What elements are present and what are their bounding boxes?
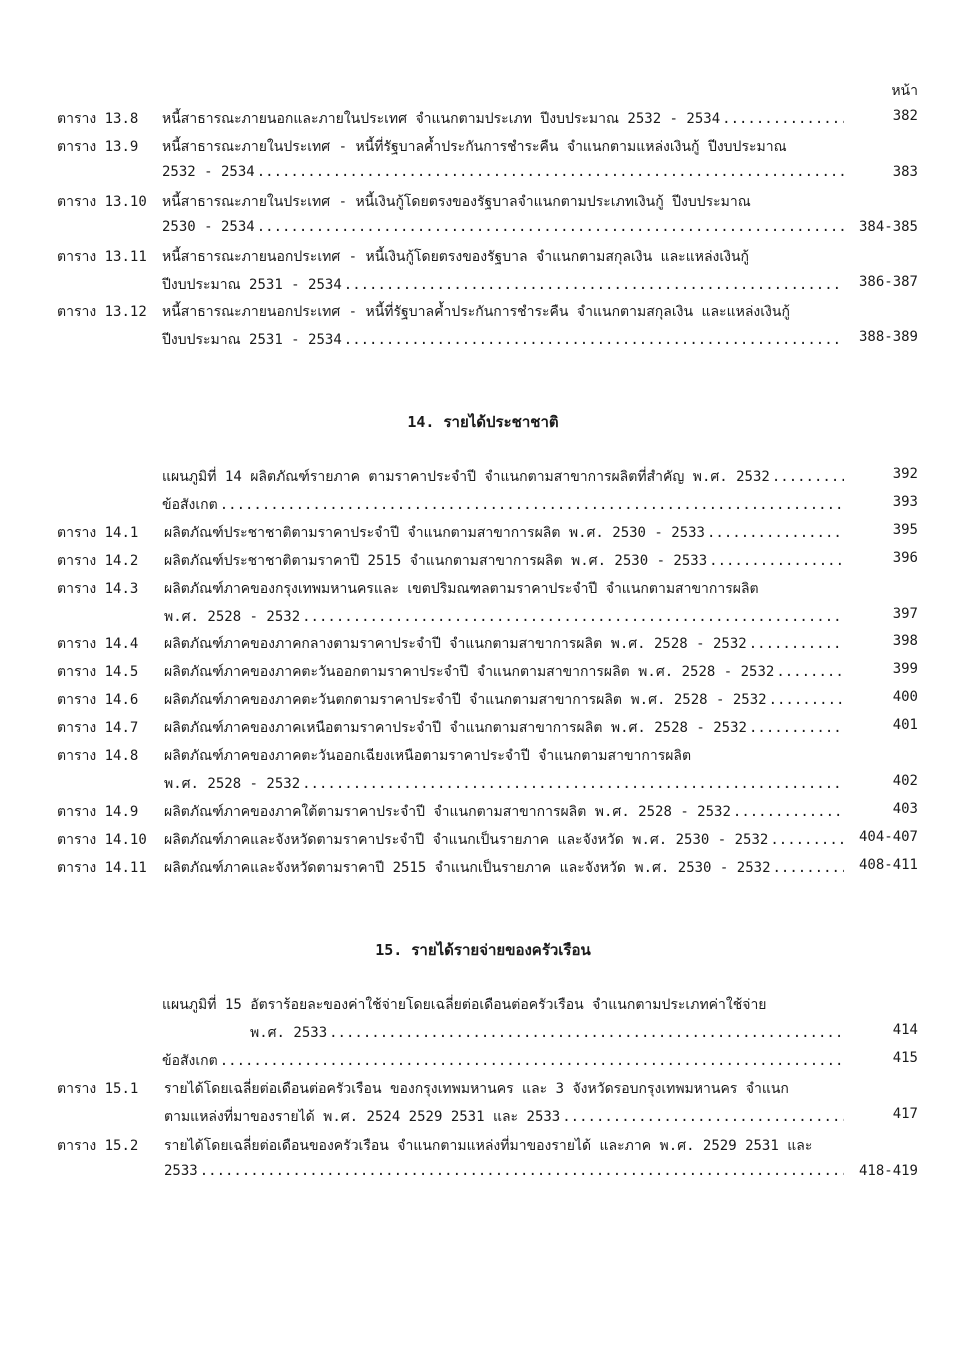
toc-entry-line [0,1106,966,1128]
entry-title: 2533 [164,1163,198,1179]
page-number: 402 [892,773,918,789]
page-number: 417 [892,1106,918,1122]
entry-title: พ.ศ. 2528 - 2532 [164,609,301,625]
page-number: 414 [892,1022,918,1038]
entry-title-continuation [162,219,846,235]
entry-title-continuation [250,1022,846,1044]
page-number: 392 [892,466,918,482]
page-column-header: หน้า [891,83,918,99]
entry-title: หนี้สาธารณะภายในประเทศ - หนี้ที่รัฐบาลค้ำประกันการชำระคืน จำแนกตามแหล่งเงินกู้ ปีงบประมาณ [162,139,787,155]
page-number: 384-385 [858,219,918,235]
page-number: 393 [892,494,918,510]
table-number-label: ตาราง 14.3 [57,581,139,597]
page-number: 388-389 [858,329,918,345]
dot-leader [707,525,844,541]
page-number: 398 [892,633,918,649]
dot-leader [722,111,844,127]
entry-title: ผลิตภัณฑ์ภาคของภาคกลางตามราคาประจำปี จำแนกตามสาขาการผลิต พ.ศ. 2528 - 2532 [164,636,747,652]
entry-title-line [164,1135,918,1157]
entry-title: ผลิตภัณฑ์ภาคของภาคตะวันออกตามราคาประจำปี จำแนกตามสาขาการผลิต พ.ศ. 2528 - 2532 [164,664,775,680]
table-number-label: ตาราง 14.7 [57,720,139,736]
toc-entry-line [0,191,966,213]
page-number: 396 [892,550,918,566]
dot-leader [257,219,844,235]
entry-title: หนี้สาธารณะภายนอกประเทศ - หนี้ที่รัฐบาลค้ำประกันการชำระคืน จำแนกตามสกุลเงิน และแหล่งเงินกู้ [162,304,790,320]
page-number: 408-411 [858,857,918,873]
toc-entry-line [0,801,966,823]
toc-entry-line [0,994,966,1016]
entry-title: ผลิตภัณฑ์ภาคและจังหวัดตามราคาปี 2515 จำแนกเป็นรายภาค และจังหวัด พ.ศ. 2530 - 2532 [164,860,771,876]
page-number: 400 [892,689,918,705]
page-number: 401 [892,717,918,733]
table-number-label: ตาราง 13.9 [57,139,139,155]
toc-entry-line [0,136,966,158]
entry-title-line [162,246,918,268]
page-number: 415 [892,1050,918,1066]
entry-title: หนี้สาธารณะภายในประเทศ - หนี้เงินกู้โดยตรงของรัฐบาลจำแนกตามประเภทเงินกู้ ปีงบประมาณ [162,194,751,210]
dot-leader [302,609,844,625]
toc-entry-line [0,274,966,296]
entry-title-line [164,801,846,823]
entry-title-continuation [162,274,846,296]
entry-title: พ.ศ. 2533 [250,1025,328,1041]
entry-title: ข้อสังเกต [162,497,218,513]
table-number-label: ตาราง 15.1 [57,1081,139,1097]
entry-title: ผลิตภัณฑ์ภาคของกรุงเทพมหานครและ เขตปริมณฑลตามราคาประจำปี จำแนกตามสาขาการผลิต [164,581,759,597]
table-number-label: ตาราง 13.11 [57,249,147,265]
toc-entry-line [0,1163,966,1185]
entry-title-line [162,494,846,516]
table-number-label: ตาราง 13.12 [57,304,147,320]
toc-entry-line [0,829,966,851]
toc-entry-line [0,550,966,572]
entry-title: รายได้โดยเฉลี่ยต่อเดือนต่อครัวเรือน ของกรุงเทพมหานคร และ 3 จังหวัดรอบกรุงเทพมหานคร จำแนก [164,1081,789,1097]
section-title-14: 14. รายได้ประชาชาติ [407,413,559,431]
toc-entry-line [0,164,966,186]
toc-entry-line [0,219,966,241]
dot-leader [344,332,844,348]
page-number: 386-387 [858,274,918,290]
table-number-label: ตาราง 14.1 [57,525,139,541]
toc-entry-line [0,857,966,879]
toc-entry-line [0,578,966,600]
entry-title: ผลิตภัณฑ์ประชาชาติตามราคาปี 2515 จำแนกตามสาขาการผลิต พ.ศ. 2530 - 2533 [164,553,708,569]
entry-title: ปีงบประมาณ 2531 - 2534 [162,332,342,348]
toc-entry-line [0,773,966,795]
page-number: 418-419 [858,1163,918,1179]
toc-entry-line [0,633,966,655]
entry-title-line [162,136,918,158]
toc-entry-line [0,108,966,130]
table-number-label: ตาราง 13.10 [57,194,147,210]
entry-title-continuation [164,1106,846,1128]
entry-title-line [164,550,846,572]
page-number: 383 [892,164,918,180]
table-number-label: ตาราง 14.6 [57,692,139,708]
table-number-label: ตาราง 14.9 [57,804,139,820]
entry-title-line [164,522,846,544]
table-number-label: ตาราง 14.2 [57,553,139,569]
toc-entry-line [0,1078,966,1100]
dot-leader [344,277,844,293]
entry-title: ตามแหล่งที่มาของรายได้ พ.ศ. 2524 2529 2531 และ 2533 [164,1109,561,1125]
entry-title-line [162,301,918,323]
entry-title-line [164,745,918,767]
table-number-label: ตาราง 14.10 [57,832,147,848]
entry-title-line [162,191,918,213]
entry-title: ข้อสังเกต [162,1053,218,1069]
entry-title-line [164,1078,918,1100]
toc-entry-line [0,1135,966,1157]
toc-entry-line [0,1022,966,1044]
entry-title: ผลิตภัณฑ์ภาคของภาคใต้ตามราคาประจำปี จำแนกตามสาขาการผลิต พ.ศ. 2528 - 2532 [164,804,731,820]
entry-title: ผลิตภัณฑ์ภาคของภาคเหนือตามราคาประจำปี จำแนกตามสาขาการผลิต พ.ศ. 2528 - 2532 [164,720,747,736]
table-number-label: ตาราง 15.2 [57,1138,139,1154]
entry-title: รายได้โดยเฉลี่ยต่อเดือนของครัวเรือน จำแนกตามแหล่งที่มาของรายได้ และภาค พ.ศ. 2529 2531 และ [164,1138,813,1154]
entry-title: 2530 - 2534 [162,219,255,235]
page-number: 399 [892,661,918,677]
toc-entry-line [0,246,966,268]
toc-entry-line [0,522,966,544]
dot-leader [329,1025,844,1041]
dot-leader [709,553,844,569]
toc-entry-line [0,329,966,351]
entry-title: ปีงบประมาณ 2531 - 2534 [162,277,342,293]
dot-leader [200,1163,844,1179]
toc-entry-line [0,606,966,628]
entry-title-line [164,578,918,600]
entry-title-line [162,466,846,488]
page-number: 395 [892,522,918,538]
entry-title-line [162,994,918,1016]
dot-leader [562,1109,844,1125]
entry-title-line [162,1050,846,1072]
entry-title: ผลิตภัณฑ์ภาคของภาคตะวันออกเฉียงเหนือตามราคาประจำปี จำแนกตามสาขาการผลิต [164,748,692,764]
entry-title: ผลิตภัณฑ์ประชาชาติตามราคาประจำปี จำแนกตามสาขาการผลิต พ.ศ. 2530 - 2533 [164,525,705,541]
entry-title: 2532 - 2534 [162,164,255,180]
toc-entry-line [0,301,966,323]
entry-title: ผลิตภัณฑ์ภาคและจังหวัดตามราคาประจำปี จำแนกเป็นรายภาค และจังหวัด พ.ศ. 2530 - 2532 [164,832,769,848]
table-number-label: ตาราง 14.11 [57,860,147,876]
dot-leader [257,164,844,180]
entry-title: พ.ศ. 2528 - 2532 [164,776,301,792]
entry-title-line [164,857,846,879]
entry-title-continuation [162,329,846,351]
page-number: 403 [892,801,918,817]
toc-entry-line [0,1050,966,1072]
entry-title: หนี้สาธารณะภายนอกและภายในประเทศ จำแนกตามประเภท ปีงบประมาณ 2532 - 2534 [162,111,721,127]
entry-title-line [162,108,846,130]
entry-title-line [164,689,846,711]
entry-title-continuation [162,164,846,180]
entry-title-line [164,661,846,683]
page-number: 382 [892,108,918,124]
page-number: 397 [892,606,918,622]
toc-entry-line [0,661,966,683]
entry-title: ผลิตภัณฑ์ภาคของภาคตะวันตกตามราคาประจำปี จำแนกตามสาขาการผลิต พ.ศ. 2528 - 2532 [164,692,767,708]
table-number-label: ตาราง 14.5 [57,664,139,680]
entry-title-line [164,717,846,739]
toc-entry-line [0,466,966,488]
table-number-label: ตาราง 14.4 [57,636,139,652]
entry-title: แผนภูมิที่ 15 อัตราร้อยละของค่าใช้จ่ายโดยเฉลี่ยต่อเดือนต่อครัวเรือน จำแนกตามประเภทค่าใช้จ่าย [162,997,767,1013]
entry-title-line [164,829,846,851]
toc-entry-line [0,717,966,739]
entry-title-continuation [164,1163,846,1179]
section-title-15: 15. รายได้รายจ่ายของครัวเรือน [375,941,591,959]
dot-leader [220,497,844,513]
page-number: 404-407 [858,829,918,845]
table-number-label: ตาราง 14.8 [57,748,139,764]
toc-entry-line [0,689,966,711]
entry-title-continuation [164,773,846,795]
entry-title-continuation [164,606,846,628]
entry-title-line [164,633,846,655]
toc-entry-line [0,745,966,767]
table-number-label: ตาราง 13.8 [57,111,139,127]
toc-entry-line [0,494,966,516]
entry-title: หนี้สาธารณะภายนอกประเทศ - หนี้เงินกู้โดยตรงของรัฐบาล จำแนกตามสกุลเงิน และแหล่งเงินกู้ [162,249,750,265]
dot-leader [302,776,844,792]
dot-leader [220,1053,844,1069]
entry-title: แผนภูมิที่ 14 ผลิตภัณฑ์รายภาค ตามราคาประจำปี จำแนกตามสาขาการผลิตที่สำคัญ พ.ศ. 2532 [162,469,770,485]
